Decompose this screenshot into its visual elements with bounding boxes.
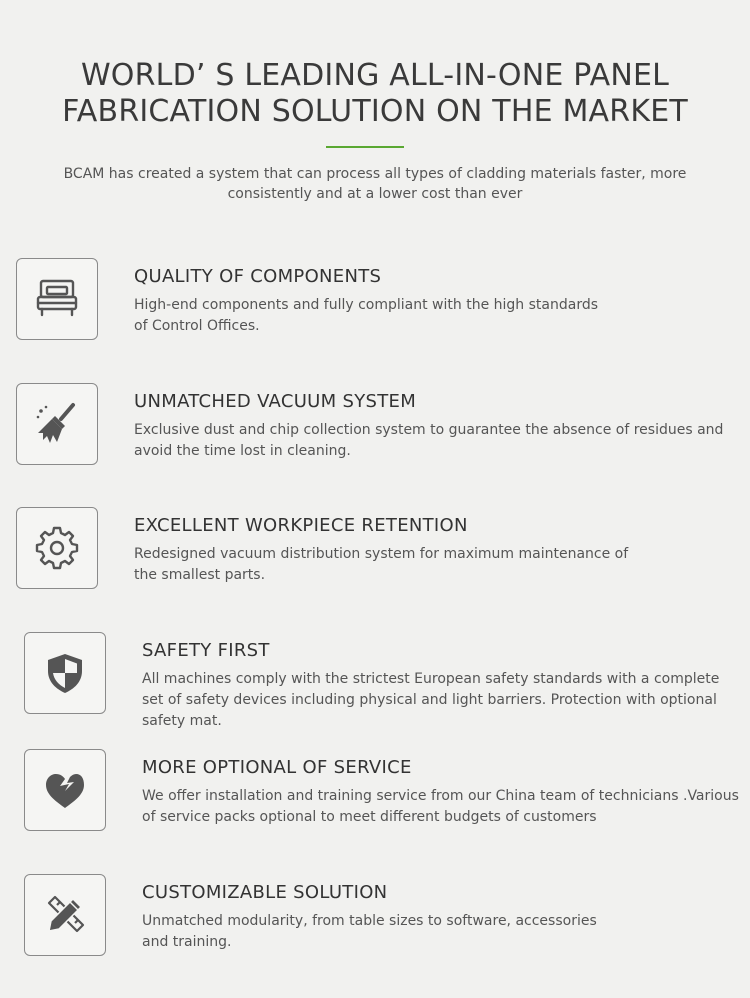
feature-icon-box <box>16 507 98 589</box>
feature-item-quality <box>0 258 750 348</box>
feature-description: Exclusive dust and chip collection system to guarantee the absence of residues and avoid the time lost in cleaning. <box>134 422 724 459</box>
pencil-ruler-icon <box>43 893 87 937</box>
intro-text: BCAM has created a system that can process all types of cladding materials faster, more consistently and at a lower cost than ever <box>63 166 687 202</box>
feature-icon-box <box>24 874 106 956</box>
feature-title: CUSTOMIZABLE SOLUTION <box>142 882 388 903</box>
feature-icon-box <box>16 258 98 340</box>
feature-item-vacuum <box>0 383 750 473</box>
bed-icon <box>35 277 79 321</box>
feature-item-service <box>0 749 750 839</box>
feature-item-customizable <box>0 874 750 964</box>
accent-divider <box>326 146 404 148</box>
heart-icon <box>43 768 87 812</box>
gear-icon <box>35 526 79 570</box>
feature-title: EXCELLENT WORKPIECE RETENTION <box>134 515 468 536</box>
page-title <box>0 58 750 130</box>
feature-title: SAFETY FIRST <box>142 640 270 661</box>
feature-item-retention <box>0 507 750 597</box>
feature-description: All machines comply with the strictest European safety standards with a complete set of safety devices including physical and light barriers. Protection with optional safety mat. <box>142 671 720 729</box>
feature-description: We offer installation and training service from our China team of technicians .Various of service packs optional to meet different budgets of customers <box>142 788 739 825</box>
feature-icon-box <box>24 749 106 831</box>
feature-icon-box <box>24 632 106 714</box>
feature-description: Unmatched modularity, from table sizes to software, accessories and training. <box>142 913 597 950</box>
shield-icon <box>43 651 87 695</box>
feature-item-safety <box>0 632 750 729</box>
title-line-1: WORLD’ S LEADING ALL-IN-ONE PANEL <box>80 58 670 93</box>
feature-icon-box <box>16 383 98 465</box>
feature-title: MORE OPTIONAL OF SERVICE <box>142 757 412 778</box>
feature-title: UNMATCHED VACUUM SYSTEM <box>134 391 417 412</box>
feature-title: QUALITY OF COMPONENTS <box>134 266 382 287</box>
feature-description: High-end components and fully compliant with the high standards of Control Offices. <box>134 297 599 334</box>
title-line-2: FABRICATION SOLUTION ON THE MARKET <box>62 94 688 129</box>
feature-description: Redesigned vacuum distribution system for maximum maintenance of the smallest parts. <box>134 546 629 583</box>
broom-icon <box>35 402 79 446</box>
